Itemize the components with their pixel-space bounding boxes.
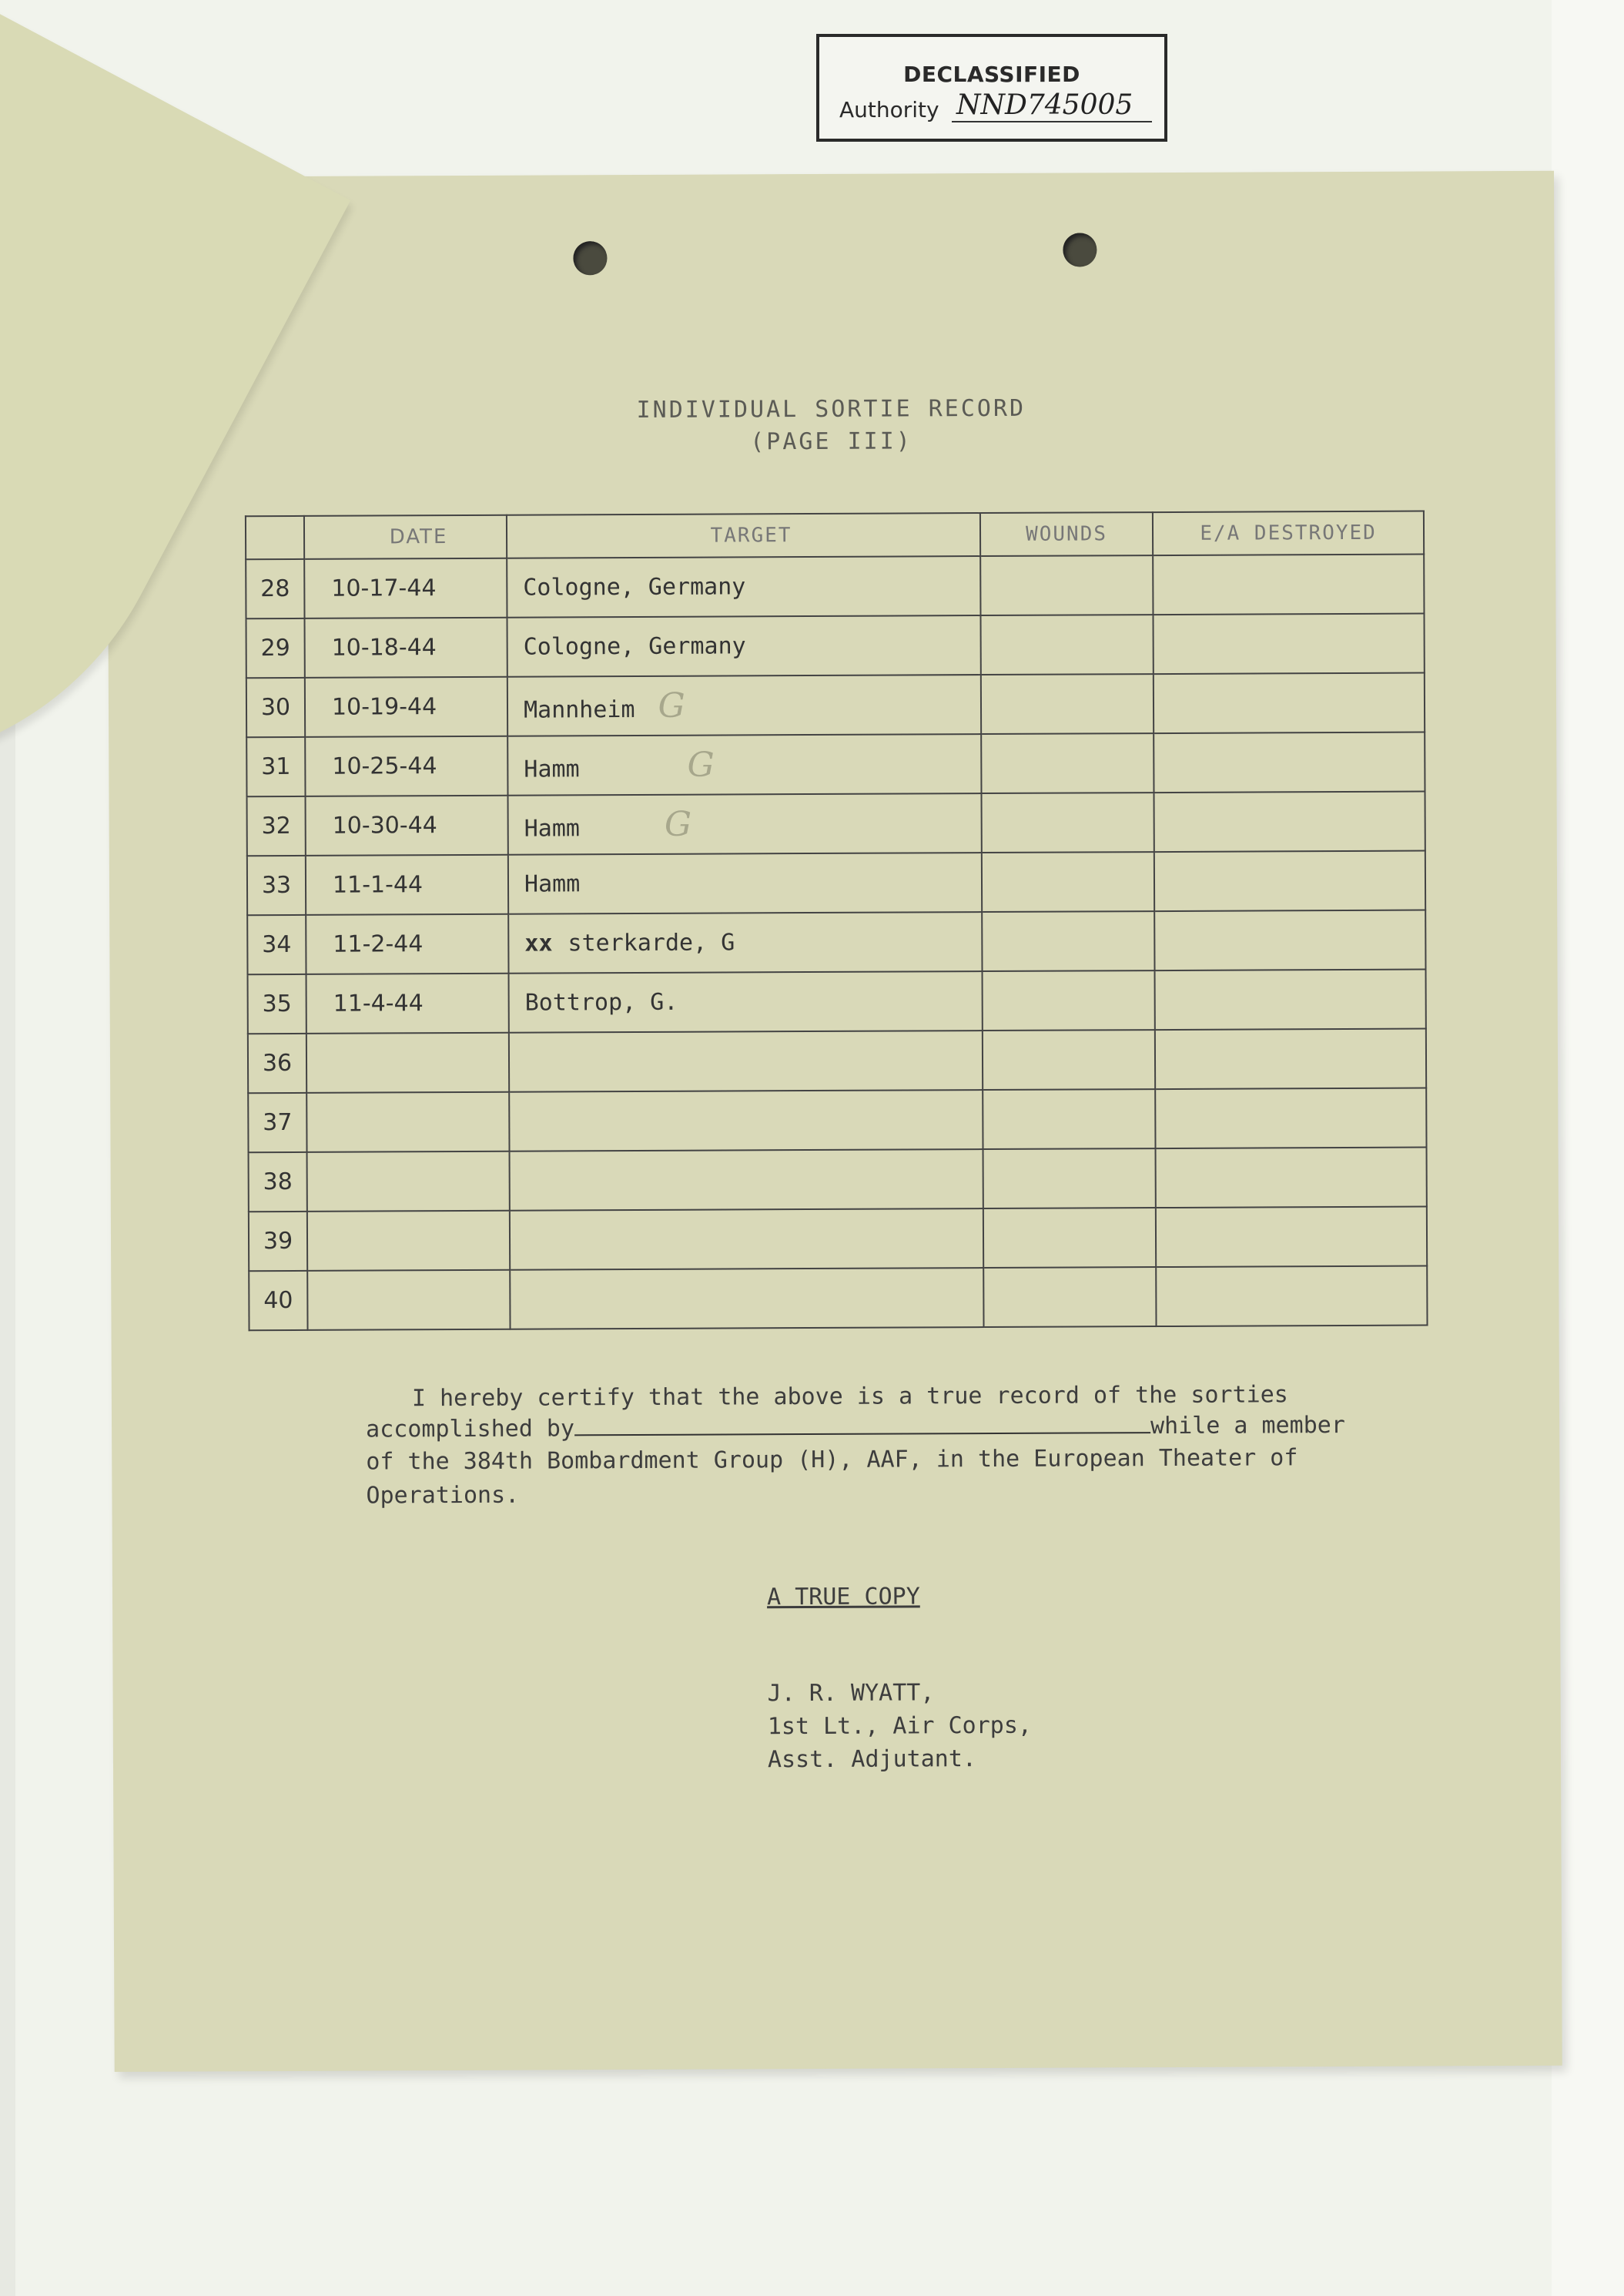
row-ea-destroyed xyxy=(1153,555,1424,615)
row-ea-destroyed xyxy=(1155,970,1426,1031)
row-wounds xyxy=(983,970,1155,1031)
row-ea-destroyed xyxy=(1154,851,1425,912)
declassified-stamp xyxy=(816,34,1167,142)
row-wounds xyxy=(982,911,1154,971)
row-target xyxy=(508,793,982,855)
row-date: 10-18-44 xyxy=(305,618,507,678)
row-wounds xyxy=(983,1148,1156,1208)
row-date: 10-25-44 xyxy=(305,736,507,796)
row-number: 36 xyxy=(248,1034,306,1093)
table-row xyxy=(248,970,1426,1034)
row-target xyxy=(510,1268,983,1329)
row-number: 32 xyxy=(247,796,306,856)
row-target xyxy=(509,1031,983,1092)
certification-line-4: Operations. xyxy=(366,1481,520,1510)
table-row xyxy=(246,673,1425,738)
row-date: 11-4-44 xyxy=(306,974,509,1034)
row-number: 33 xyxy=(247,856,306,915)
table-row xyxy=(247,851,1425,916)
table-row xyxy=(246,555,1424,619)
signature-rank: 1st Lt., Air Corps, xyxy=(767,1711,1033,1741)
table-row xyxy=(249,1266,1427,1331)
row-number: 30 xyxy=(246,678,305,737)
row-wounds xyxy=(980,615,1153,675)
table-row xyxy=(247,910,1425,975)
document-title: INDIVIDUAL SORTIE RECORD xyxy=(636,394,1026,424)
row-wounds xyxy=(980,555,1153,615)
punch-hole xyxy=(573,241,607,275)
table-row xyxy=(246,732,1425,797)
row-number: 34 xyxy=(247,915,306,974)
row-target xyxy=(507,615,980,677)
header-target: TARGET xyxy=(507,513,980,558)
target-text: Hamm xyxy=(524,756,580,783)
true-copy-heading: A TRUE COPY xyxy=(766,1583,920,1611)
row-target xyxy=(509,1090,983,1151)
sortie-table xyxy=(245,511,1428,1332)
row-target xyxy=(510,1149,983,1211)
header-number xyxy=(246,516,304,559)
target-text: Hamm xyxy=(524,815,581,843)
row-target xyxy=(509,971,983,1033)
certification-line-2 xyxy=(366,1412,1345,1443)
header-date: DATE xyxy=(304,515,507,559)
row-date: 10-19-44 xyxy=(305,677,507,737)
record-page xyxy=(106,171,1562,2072)
target-text: Cologne, Germany xyxy=(523,632,746,661)
table-header-row xyxy=(246,511,1424,560)
row-ea-destroyed xyxy=(1155,1029,1426,1090)
punch-hole xyxy=(1063,233,1097,266)
row-date xyxy=(306,1092,509,1152)
row-target xyxy=(508,912,982,974)
signature-name: J. R. WYATT, xyxy=(767,1679,935,1708)
table-row xyxy=(248,1029,1426,1094)
row-wounds xyxy=(983,1089,1155,1149)
stamp-authority-label: Authority xyxy=(839,97,939,122)
header-wounds: WOUNDS xyxy=(980,512,1153,556)
header-ea-destroyed: E/A DESTROYED xyxy=(1153,511,1424,556)
signature-blank xyxy=(574,1416,1150,1436)
row-number: 40 xyxy=(249,1271,307,1330)
pencil-mark: G xyxy=(664,804,692,844)
row-wounds xyxy=(981,674,1154,734)
signature-title: Asst. Adjutant. xyxy=(767,1745,976,1774)
row-ea-destroyed xyxy=(1154,910,1425,971)
row-number: 39 xyxy=(249,1212,307,1271)
table-row xyxy=(249,1207,1427,1272)
document-subtitle: (PAGE III) xyxy=(750,427,912,456)
row-wounds xyxy=(982,793,1154,853)
cert-while-member: while a member xyxy=(1150,1411,1345,1440)
background-strip xyxy=(1552,0,1624,2296)
stamp-title: DECLASSIFIED xyxy=(903,62,1080,87)
table-row xyxy=(247,792,1425,856)
row-date: 10-30-44 xyxy=(306,796,508,856)
row-date: 11-1-44 xyxy=(306,855,508,915)
row-ea-destroyed xyxy=(1154,732,1425,793)
row-date xyxy=(306,1033,509,1093)
row-number: 29 xyxy=(246,618,305,678)
row-wounds xyxy=(982,852,1154,912)
row-date xyxy=(307,1151,510,1212)
row-wounds xyxy=(983,1030,1155,1090)
row-date xyxy=(307,1211,510,1271)
row-number: 35 xyxy=(248,974,306,1034)
row-number: 38 xyxy=(249,1152,307,1212)
row-wounds xyxy=(983,1208,1156,1268)
cert-accomplished-by: accomplished by xyxy=(366,1415,575,1443)
table-row xyxy=(249,1148,1427,1212)
target-text: Bottrop, G. xyxy=(524,988,678,1017)
row-date: 10-17-44 xyxy=(304,558,507,618)
row-target xyxy=(508,853,982,914)
overstrike-mark: xx xyxy=(524,930,553,957)
stamp-authority-value: NND745005 xyxy=(952,89,1152,122)
row-target xyxy=(510,1208,983,1270)
target-text: Mannheim xyxy=(523,696,635,724)
row-date xyxy=(307,1270,510,1330)
row-number: 37 xyxy=(248,1093,306,1152)
certification-line-3: of the 384th Bombardment Group (H), AAF, in the European Theater of xyxy=(366,1444,1298,1476)
target-text: Hamm xyxy=(524,870,581,898)
row-ea-destroyed xyxy=(1156,1148,1427,1208)
pencil-mark: G xyxy=(687,745,715,785)
certification-line-1: I hereby certify that the above is a true record of the sorties xyxy=(411,1381,1288,1413)
target-text: sterkarde, G xyxy=(568,929,735,957)
background-edge xyxy=(0,662,15,2296)
row-number: 31 xyxy=(246,737,305,796)
target-text: Cologne, Germany xyxy=(523,573,746,602)
row-date: 11-2-44 xyxy=(306,914,508,974)
row-ea-destroyed xyxy=(1153,614,1424,675)
row-ea-destroyed xyxy=(1156,1266,1427,1327)
row-number: 28 xyxy=(246,559,304,618)
row-ea-destroyed xyxy=(1154,673,1425,734)
row-ea-destroyed xyxy=(1155,1088,1426,1149)
pencil-mark: G xyxy=(658,685,685,726)
table-row xyxy=(248,1088,1426,1153)
row-wounds xyxy=(981,733,1154,793)
table-row xyxy=(246,614,1425,679)
row-wounds xyxy=(983,1267,1156,1327)
row-ea-destroyed xyxy=(1154,792,1425,853)
row-target xyxy=(507,734,981,796)
row-ea-destroyed xyxy=(1156,1207,1427,1268)
row-target xyxy=(507,675,981,736)
row-target xyxy=(507,556,980,618)
